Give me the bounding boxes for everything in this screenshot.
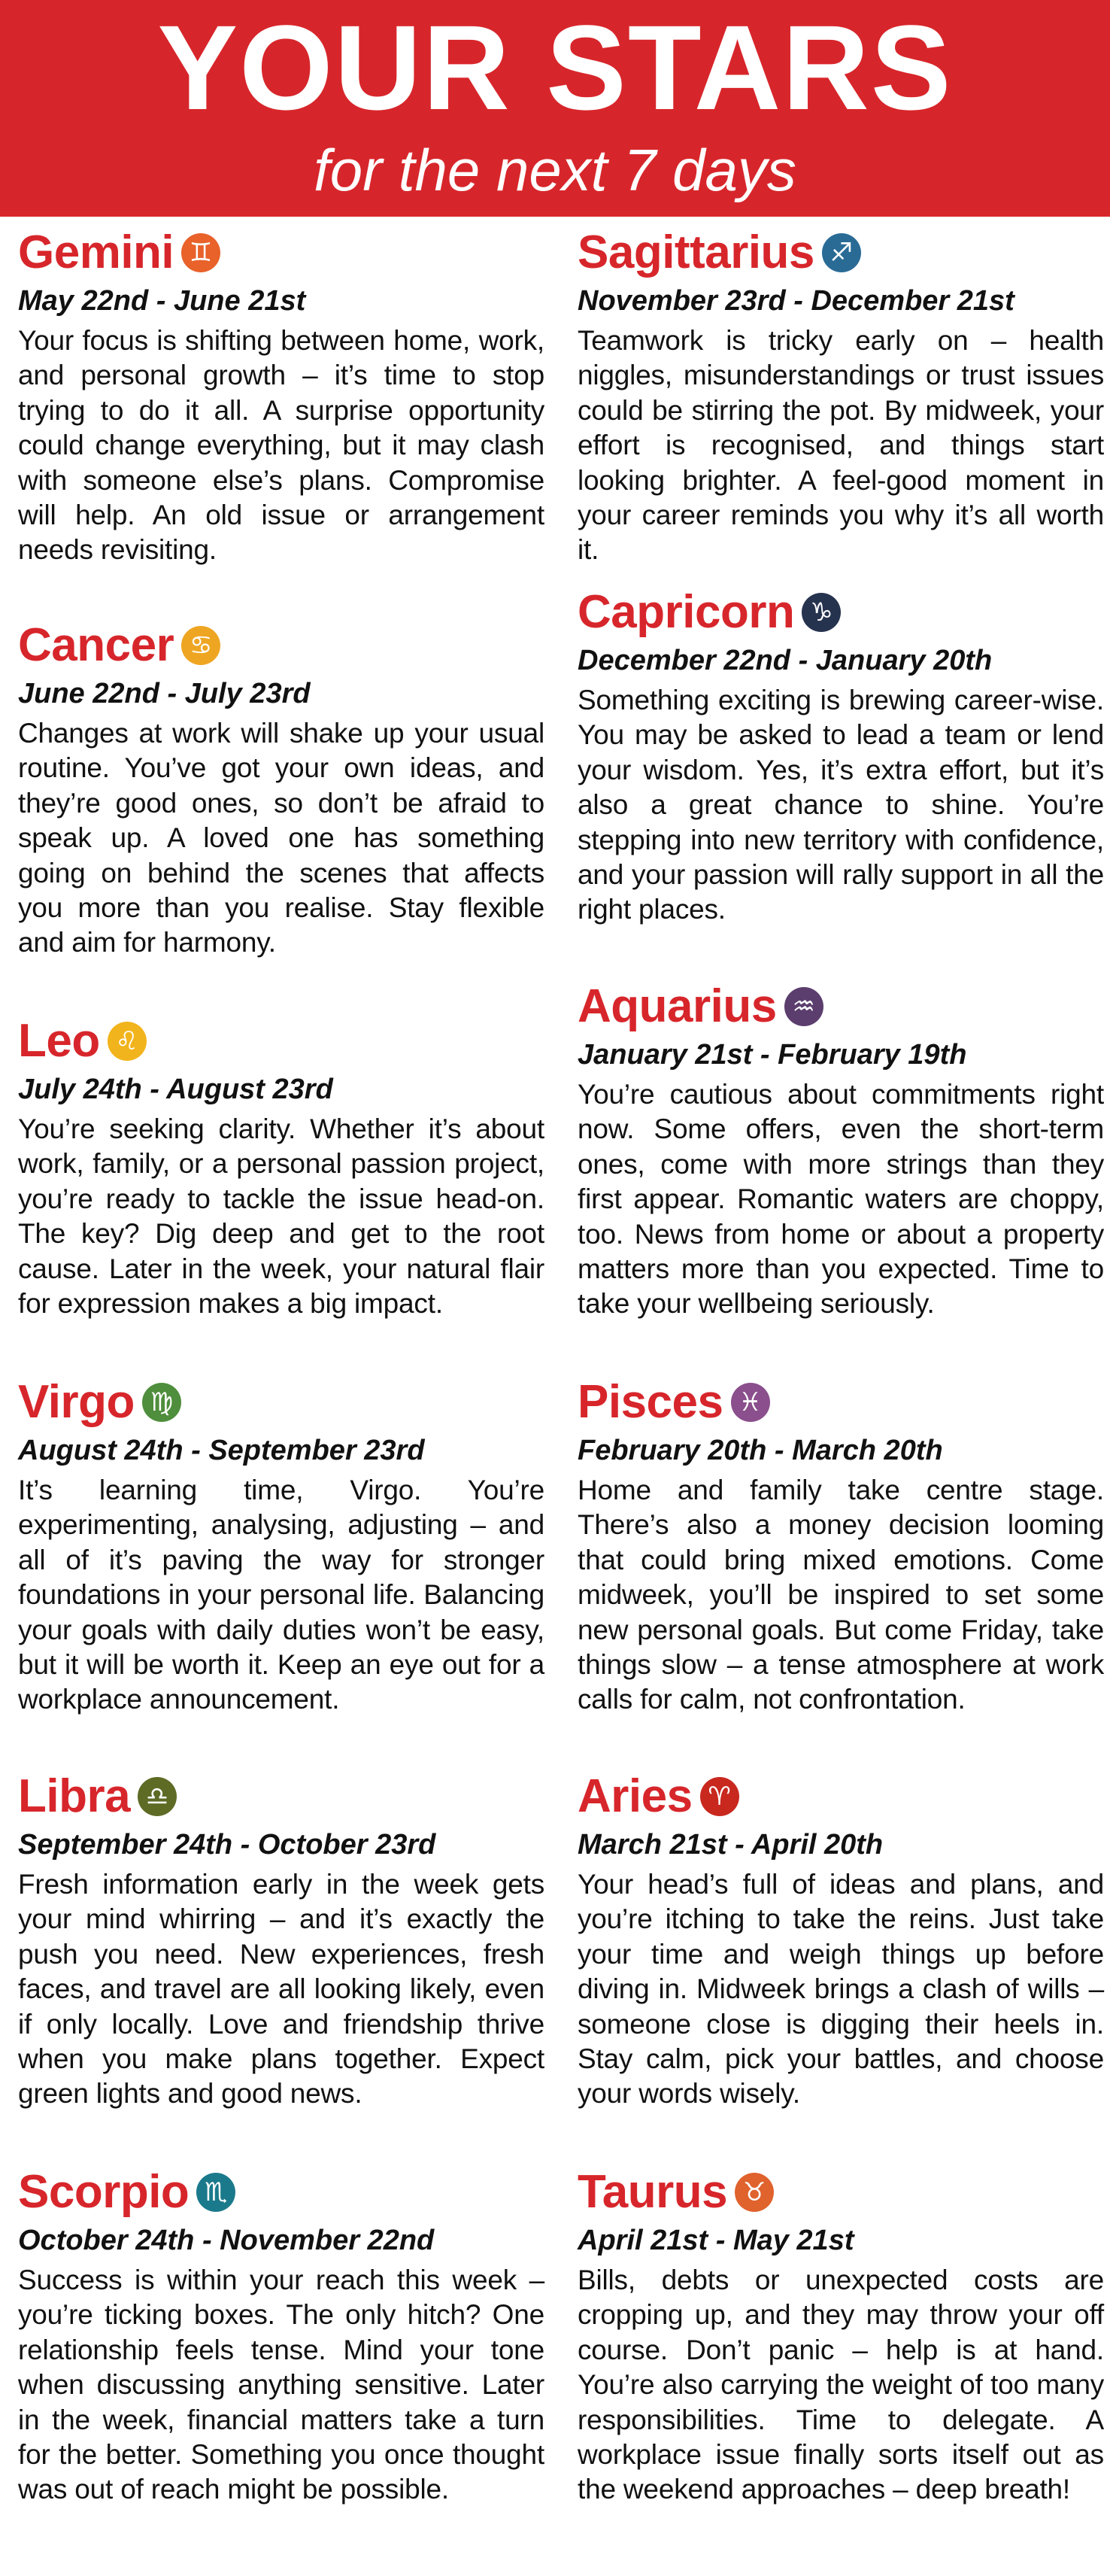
scorpio-icon: ♏ (196, 2173, 235, 2212)
sign-cancer (18, 618, 544, 961)
sign-dates: February 20th - March 20th (578, 1435, 943, 1466)
virgo-icon: ♍ (142, 1383, 181, 1422)
sign-name: Gemini (18, 226, 174, 278)
sign-name: Libra (18, 1770, 131, 1822)
sign-pisces (578, 1375, 1104, 1718)
cancer-icon: ♋ (181, 626, 220, 665)
sign-virgo (18, 1375, 544, 1718)
sign-text: Success is within your reach this week – you’re ticking boxes. The only hitch? One relationship feels tense. Mind your tone when discussing anything sensitive. Later in the week, financial matters take a turn for the better. Something you once thought was out of reach might be possible. (18, 2265, 544, 2505)
pisces-icon: ♓ (731, 1383, 770, 1422)
taurus-icon: ♉ (735, 2173, 774, 2212)
header-banner (0, 0, 1110, 217)
sign-name: Capricorn (578, 586, 795, 638)
sign-dates: September 24th - October 23rd (18, 1829, 436, 1861)
sign-dates: July 24th - August 23rd (18, 1074, 333, 1105)
sign-text: Changes at work will shake up your usual routine. You’ve got your own ideas, and they’re good ones, so don’t be afraid to speak up. A loved one has something going on behind the scenes that affects you more than you realise. Stay flexible and aim for harmony. (18, 718, 544, 958)
leo-icon: ♌ (108, 1022, 147, 1061)
sign-sagittarius (578, 226, 1104, 568)
sign-text: Something exciting is brewing career-wise. You may be asked to lead a team or lend your wisdom. Yes, it’s extra effort, but it’s also a great chance to shine. You’re stepping into new territory with confidence, and your passion will rally support in all the right places. (578, 685, 1104, 925)
page-title: YOUR STARS (157, 0, 953, 135)
sign-text: Bills, debts or unexpected costs are cropping up, and they may throw your off course. Don’t panic – help is at hand. You’re also carrying the weight of too many responsibilities. Time to delegate. A workplace issue finally sorts itself out as the weekend approaches – deep breath! (578, 2265, 1104, 2505)
sign-name: Aries (578, 1770, 693, 1822)
sign-leo (18, 1014, 544, 1321)
sign-name: Pisces (578, 1376, 723, 1428)
sign-text: Your head’s full of ideas and plans, and you’re itching to take the reins. Just take your time and weigh things up before diving in. Midweek brings a clash of wills – someone close is digging their heels in. Stay calm, pick your battles, and choose your words wisely. (578, 1869, 1104, 2110)
sign-name: Cancer (18, 619, 174, 671)
sign-dates: May 22nd - June 21st (18, 285, 306, 317)
sign-name: Leo (18, 1015, 100, 1067)
sign-name: Taurus (578, 2166, 728, 2218)
sagittarius-icon: ♐ (822, 233, 861, 272)
sign-capricorn (578, 585, 1104, 928)
sign-text: Home and family take centre stage. There’s also a money decision looming that could bring mixed emotions. Come midweek, you’ll be inspired to set some new personal goals. But come Friday, take things slow – a tense atmosphere at work calls for calm, not confrontation. (578, 1475, 1104, 1715)
sign-text: Teamwork is tricky early on – health niggles, misunderstandings or trust issues could be stirring the pot. By midweek, your effort is recognised, and things start looking brighter. A feel-good moment in your career reminds you why it’s all worth it. (578, 325, 1104, 566)
sign-text: Fresh information early in the week gets your mind whirring – and it’s exactly the push you need. New experiences, fresh faces, and travel are all looking likely, even if only locally. Love and friendship thrive when you make plans together. Expect green lights and good news. (18, 1869, 544, 2110)
sign-name: Sagittarius (578, 226, 814, 278)
libra-icon: ♎ (138, 1777, 177, 1816)
sign-name: Aquarius (578, 980, 777, 1032)
sign-text: It’s learning time, Virgo. You’re experimenting, analysing, adjusting – and all of it’s paving the way for stronger foundations in your personal life. Balancing your goals with daily duties won’t be easy, but it will be worth it. Keep an eye out for a workplace announcement. (18, 1475, 544, 1715)
sign-aquarius (578, 980, 1104, 1322)
sign-dates: March 21st - April 20th (578, 1829, 884, 1861)
page-subtitle: for the next 7 days (314, 137, 796, 203)
sign-dates: August 24th - September 23rd (18, 1435, 425, 1466)
aries-icon: ♈ (700, 1777, 739, 1816)
sign-name: Virgo (18, 1376, 135, 1428)
sign-text: You’re seeking clarity. Whether it’s about work, family, or a personal passion project, you’re ready to tackle the issue head-on. The key? Dig deep and get to the root cause. Later in the week, your natural flair for expression makes a big impact. (18, 1113, 544, 1320)
sign-libra (18, 1769, 544, 2112)
sign-name: Scorpio (18, 2166, 190, 2218)
gemini-icon: ♊ (181, 233, 220, 272)
sign-dates: October 24th - November 22nd (18, 2225, 435, 2256)
sign-scorpio (18, 2165, 544, 2508)
aquarius-icon: ♒ (784, 987, 823, 1026)
sign-dates: April 21st - May 21st (578, 2225, 854, 2256)
sign-taurus (578, 2165, 1104, 2508)
sign-dates: June 22nd - July 23rd (18, 678, 311, 709)
sign-dates: November 23rd - December 21st (578, 285, 1014, 317)
sign-dates: January 21st - February 19th (578, 1039, 967, 1071)
sign-dates: December 22nd - January 20th (578, 645, 993, 676)
sign-aries (578, 1769, 1104, 2112)
capricorn-icon: ♑ (802, 593, 841, 632)
sign-text: Your focus is shifting between home, work, and personal growth – it’s time to stop trying to do it all. A surprise opportunity could change everything, but it may clash with someone else’s plans. Compromise will help. An old issue or arrangement needs revisiting. (18, 325, 544, 566)
sign-text: You’re cautious about commitments right now. Some offers, even the short-term ones, come with more strings than they first appear. Romantic waters are choppy, too. News from home or about a property matters more than you expected. Time to take your wellbeing seriously. (578, 1079, 1104, 1320)
sign-gemini (18, 226, 544, 568)
